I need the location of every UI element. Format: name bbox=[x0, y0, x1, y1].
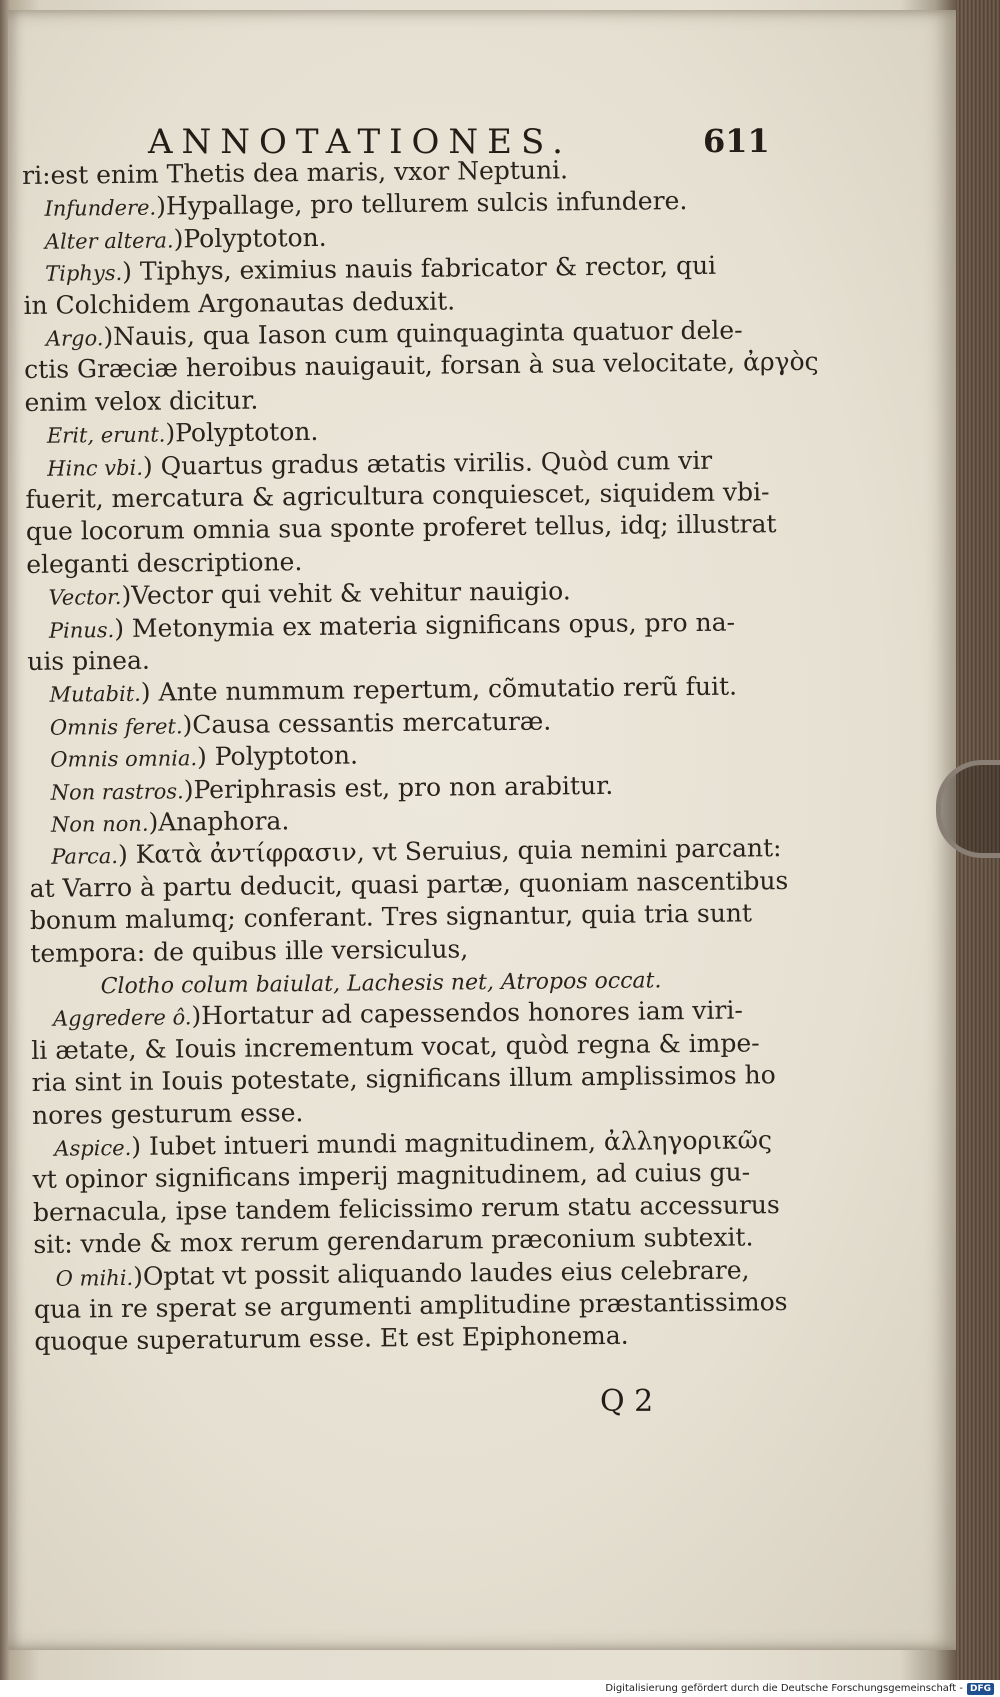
line-text: que locorum omnia sua sponte proferet tellus, idq; illustrat bbox=[25, 509, 777, 547]
line-text: ) Metonymia ex materia significans opus, pro na- bbox=[114, 607, 736, 643]
line-text: in Colchidem Argonautas deduxit. bbox=[23, 286, 456, 320]
line-text: bonum malumq; conferant. Tres signantur, quia tria sunt bbox=[29, 898, 753, 936]
line-text: )Vector qui vehit & vehitur nauigio. bbox=[121, 576, 571, 611]
text-line bbox=[49, 671, 737, 710]
line-text: ) Κατὰ ἀντίφρασιν, vt Seruius, quia nemini parcant: bbox=[117, 833, 782, 870]
line-text: )Polyptoton. bbox=[173, 222, 327, 254]
text-line bbox=[47, 416, 319, 451]
lemma-label: Infundere. bbox=[44, 195, 157, 222]
text-line bbox=[51, 805, 290, 839]
line-text: )Nauis, qua Iason cum quinquaginta quatuor dele- bbox=[103, 315, 743, 352]
lemma-label: Omnis omnia. bbox=[50, 746, 198, 772]
line-text: ctis Græciæ heroibus nauigauit, forsan à sua velocitate, ἀργὸς bbox=[24, 347, 819, 385]
line-text: )Hortatur ad capessendos honores iam viri- bbox=[191, 995, 743, 1031]
line-text: ri:est enim Thetis dea maris, vxor Neptuni. bbox=[22, 155, 569, 190]
verse-quote: Clotho colum baiulat, Lachesis net, Atropos occat. bbox=[100, 968, 662, 1000]
line-text: fuerit, mercatura & agricultura conquiescet, siquidem vbi- bbox=[25, 477, 770, 514]
lemma-label: Argo. bbox=[45, 326, 104, 351]
line-text: )Optat vt possit aliquando laudes eius celebrare, bbox=[132, 1255, 750, 1291]
line-text: )Causa cessantis mercaturæ. bbox=[182, 706, 552, 740]
text-line bbox=[50, 740, 358, 775]
text-line bbox=[48, 575, 571, 612]
line-text: qua in re sperat se argumenti amplitudine præstantissimos bbox=[33, 1287, 788, 1324]
text-line bbox=[23, 285, 455, 322]
text-line bbox=[34, 1286, 788, 1326]
lemma-label: Vector. bbox=[48, 585, 122, 610]
digitization-footer bbox=[0, 1680, 1000, 1697]
text-line bbox=[34, 1320, 629, 1358]
footer-credit: Digitalisierung gefördert durch die Deutsche Forschungsgemeinschaft - bbox=[605, 1683, 963, 1694]
lemma-label: Erit, erunt. bbox=[46, 422, 166, 448]
dfg-logo: DFG bbox=[967, 1683, 994, 1695]
line-text: )Anaphora. bbox=[148, 806, 290, 837]
running-head: ANNOTATIONES. bbox=[148, 122, 572, 162]
text-line bbox=[50, 769, 613, 807]
line-text: ) Polyptoton. bbox=[196, 740, 359, 772]
line-text: enim velox dicitur. bbox=[24, 385, 259, 417]
line-text: sit: vnde & mox rerum gerendarum præconium subtexit. bbox=[33, 1222, 754, 1260]
text-line bbox=[26, 509, 777, 549]
line-text: vt opinor significans imperij magnitudinem, ad cuius gu- bbox=[32, 1157, 751, 1195]
signature-mark: Q 2 bbox=[600, 1384, 654, 1419]
text-line bbox=[26, 546, 302, 581]
text-line bbox=[45, 222, 327, 257]
text-line bbox=[30, 933, 468, 970]
text-line bbox=[49, 606, 735, 645]
lemma-label: Non non. bbox=[50, 811, 149, 837]
text-line bbox=[27, 645, 150, 678]
line-text: at Varro à partu deducit, quasi partæ, quoniam nascentibus bbox=[29, 865, 789, 903]
text-line bbox=[44, 185, 687, 224]
line-text: )Periphrasis est, pro non arabitur. bbox=[183, 770, 614, 804]
lemma-label: O mihi. bbox=[55, 1265, 134, 1291]
line-text: ) Tiphys, eximius nauis fabricator & rector, qui bbox=[122, 250, 717, 287]
lemma-label: Omnis feret. bbox=[49, 714, 183, 740]
lemma-label: Aspice. bbox=[54, 1135, 132, 1161]
text-line bbox=[24, 384, 258, 418]
lemma-label: Tiphys. bbox=[45, 261, 123, 286]
lemma-label: Mutabit. bbox=[49, 682, 141, 708]
lemma-label: Non rastros. bbox=[50, 778, 184, 805]
line-text: ria sint in Iouis potestate, significans illum amplissimos ho bbox=[31, 1060, 776, 1098]
line-text: bernacula, ipse tandem felicissimo rerum statu accessurus bbox=[32, 1189, 780, 1227]
lemma-label: Pinus. bbox=[48, 617, 115, 643]
line-text: ) Ante nummum repertum, cõmutatio rerũ fuit. bbox=[140, 671, 738, 708]
text-line bbox=[45, 250, 716, 289]
lemma-label: Hinc vbi. bbox=[47, 455, 144, 481]
book-page bbox=[8, 10, 956, 1650]
lemma-label: Alter altera. bbox=[44, 228, 174, 254]
line-text: uis pinea. bbox=[27, 645, 151, 676]
text-line bbox=[50, 705, 552, 742]
page-number: 611 bbox=[703, 122, 770, 160]
line-text: )Hypallage, pro tellurem sulcis infundere. bbox=[155, 186, 688, 221]
text-line bbox=[32, 1097, 304, 1132]
lemma-label: Aggredere ô. bbox=[52, 1005, 192, 1032]
line-text: ) Quartus gradus ætatis virilis. Quòd cum vir bbox=[142, 445, 713, 481]
text-line bbox=[100, 963, 661, 1001]
line-text: li ætate, & Iouis incrementum vocat, quòd regna & impe- bbox=[31, 1028, 760, 1065]
line-text: )Polyptoton. bbox=[165, 417, 319, 448]
text-line bbox=[30, 898, 752, 938]
line-text: ) Iubet intueri mundi magnitudinem, ἀλληγορικῶς bbox=[131, 1125, 773, 1161]
line-text: eleganti descriptione. bbox=[26, 546, 303, 579]
text-line bbox=[22, 154, 568, 192]
line-text: quoque superaturum esse. Et est Epiphonema. bbox=[34, 1321, 629, 1357]
text-line bbox=[31, 1059, 775, 1099]
line-text: nores gesturum esse. bbox=[31, 1097, 304, 1130]
line-text: tempora: de quibus ille versiculus, bbox=[30, 933, 469, 968]
lemma-label: Parca. bbox=[51, 844, 119, 870]
